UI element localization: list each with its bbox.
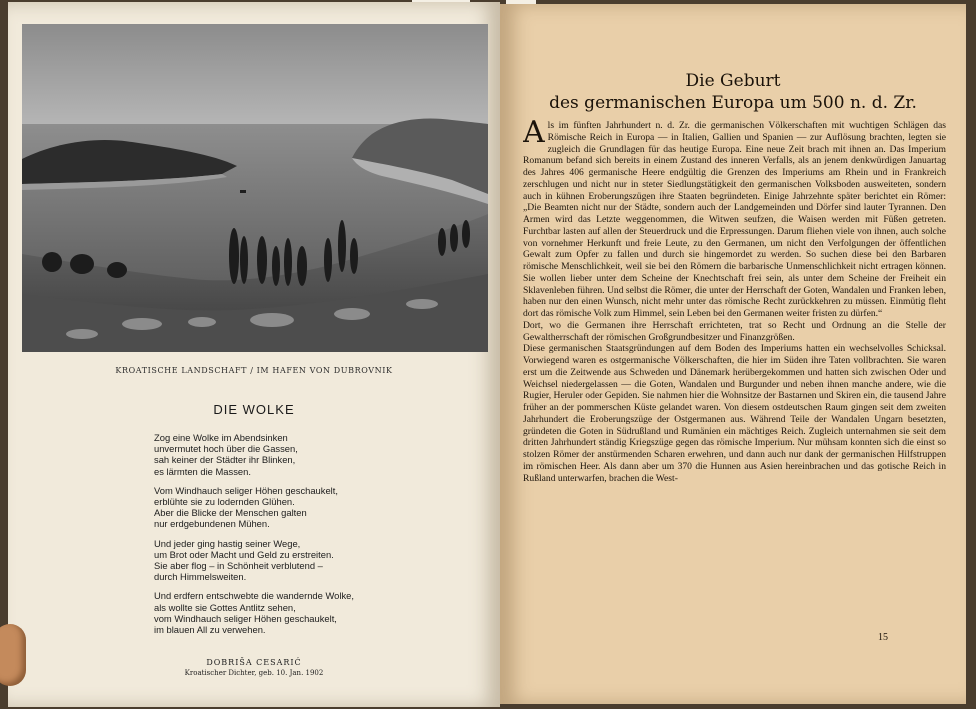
poem-stanza xyxy=(154,590,474,635)
author-note: Kroatischer Dichter, geb. 10. Jan. 1902 xyxy=(184,669,324,677)
article-title-line2: des germanischen Europa um 500 n. d. Zr. xyxy=(549,93,917,113)
poem-line: Sie aber flog – in Schönheit verblutend – xyxy=(154,560,323,572)
dubrovnik-harbor-image xyxy=(22,24,488,352)
poem-line: um Brot oder Macht und Geld zu erstreiten. xyxy=(154,548,334,560)
article-title-line1: Die Geburt xyxy=(685,71,781,91)
poem-line: im blauen All zu verwehen. xyxy=(154,624,266,636)
poem-stanza xyxy=(154,485,474,530)
thumb xyxy=(0,624,26,686)
poem-author xyxy=(8,658,500,678)
article-body xyxy=(523,120,946,625)
poem-line: durch Himmelsweiten. xyxy=(154,571,247,583)
poem-line: unvermutet hoch über die Gassen, xyxy=(154,443,298,455)
poem-line: Und erdfern entschwebte die wandernde Wolke, xyxy=(154,590,354,602)
poem-body xyxy=(154,432,474,643)
right-page xyxy=(500,4,966,704)
article-paragraph: Diese germanischen Staatsgründungen auf dem Boden des Imperiums hatten ein wechselvolles Schicksal. Vorwiegend waren es ostgermanische Völkerschaften, die hier im Süden ihre Taten vollbrachten. Sie waren erst um die Zeitwende aus Schweden und Dänemark herübergekommen und hatten sich zwischen Oder und Weichsel niedergelassen — die Goten, Wandalen und Burgunder und neben ihnen manche andere, wie die Rugier, Heruler oder Gepiden. Sie nahmen hier die Wohnsitze der Bastarnen und Skiren ein, die tausend Jahre früher an der pommerschen Küste gelandet waren. Von diesem ostdeutschen Raum gingen seit dem zweiten Jahrhundert die Eroberungszüge der Ostgermanen aus. Während Teile der Wandalen Ungarn besetzten, gründeten die Goten in Südrußland und Rumänien ein mächtiges Reich. Zugleich unternahmen sie seit dem dritten Jahrhundert ständig Kriegszüge gegen das römische Imperium. Nur mühsam konnten sich die einst so stolzen Römer der anstürmenden Scharen erwehren, und dann auch nur dank der germanischen Hilfstruppen im römischen Heer. Als dann aber um 370 die Hunnen aus Asien hereinbrachen und das gotische Reich in Rußland unterwarfen, brachen die West- xyxy=(523,343,946,484)
article-paragraph-text: ls im fünften Jahrhundert n. d. Zr. die germanischen Völkerschaften mit wuchtigen Schlägen das Römische Reich in Europa — in Italien, Gallien und Spanien — zur Auflösung brachten, legten sie zugleich die Grundlagen für das heutige Europa. Eine neue Zeit brach mit ihnen an. Das Imperium Romanum befand sich bereits in einem Zustand des inneren Verfalls, als an jenem denkwürdigen Januartag des Jahres 406 germanische Heere endgültig die Grenzen des Imperiums am Rhein und in Frankreich zerschlugen und nicht nur in steter Siedlungstätigkeit den germanischen Volksboden ausweiteten, sondern auch in kühnen Eroberungszügen ihre Staaten begründeten. Einige Jahrzehnte später berichtet ein Römer: „Die Beamten nicht nur der Städte, sondern auch der Landgemeinden und Dörfer sind lauter Tyrannen. Den Armen wird das Letzte weggenommen, die Witwen seufzen, die Waisen werden mit Füßen getreten. Furchtbar lasten auf allen der Steuerdruck und die Erpressungen. Darum fliehen viele von ihnen, auch solche von vornehmer Herkunft und freie Leute, zu den Germanen, um nicht den Verfolgungen der öffentlichen Gewalt zum Opfer zu fallen und durch sie hingemordet zu werden. So suchen diese bei den Barbaren römische Menschlichkeit, weil sie bei den Römern die barbarische Unmenschlichkeit nicht ertragen können. Sie wollen lieber unter dem Scheine der Knechtschaft frei sein, als unter dem Scheine der Freiheit ein Sklavenleben führen. Und selbst die Römer, die unter der Herrschaft der Goten, Wandalen und Franken leben, haben nur den einen Wunsch, nicht mehr unter das römische Recht zurückkehren zu müssen. Einmütig fleht dort das römische Volk zum Himmel, sein Leben bei den Germanen weiter fristen zu dürfen.“ xyxy=(523,120,946,319)
author-name: DOBRIŠA CESARIĆ xyxy=(206,658,302,667)
poem-title: DIE WOLKE xyxy=(213,402,295,417)
photo-caption: KROATISCHE LANDSCHAFT / IM HAFEN VON DUBROVNIK xyxy=(115,366,393,375)
article-title xyxy=(500,70,966,114)
poem-line: vom Windhauch seliger Höhen geschaukelt, xyxy=(154,612,337,624)
article-paragraph: Dort, wo die Germanen ihre Herrschaft errichteten, trat so Recht und Ordnung an die Stelle der Gewaltherrschaft der römischen Großgrundbesitzer und Finanzgrößen. xyxy=(523,319,946,343)
poem-stanza xyxy=(154,432,474,477)
poem-line: sah keiner der Städter ihr Blinken, xyxy=(154,454,296,466)
poem-line: Zog eine Wolke im Abendsinken xyxy=(154,432,288,443)
page-number: 15 xyxy=(878,632,888,643)
poem-line: als wollte sie Gottes Antlitz sehen, xyxy=(154,601,296,613)
poem-line: nur erdgebundenen Mühen. xyxy=(154,518,270,530)
poem-line: Und jeder ging hastig seiner Wege, xyxy=(154,537,301,549)
poem-line: Aber die Blicke der Menschen galten xyxy=(154,507,307,519)
drop-cap: A xyxy=(523,120,545,150)
poem-line: es lärmten die Massen. xyxy=(154,465,251,477)
landscape-photo xyxy=(22,24,488,352)
left-page xyxy=(8,2,500,707)
poem-stanza xyxy=(154,538,474,583)
poem-line: Vom Windhauch seliger Höhen geschaukelt, xyxy=(154,484,338,496)
article-paragraph xyxy=(523,120,946,320)
poem-line: erblühte sie zu lodernden Glühen. xyxy=(154,496,295,508)
